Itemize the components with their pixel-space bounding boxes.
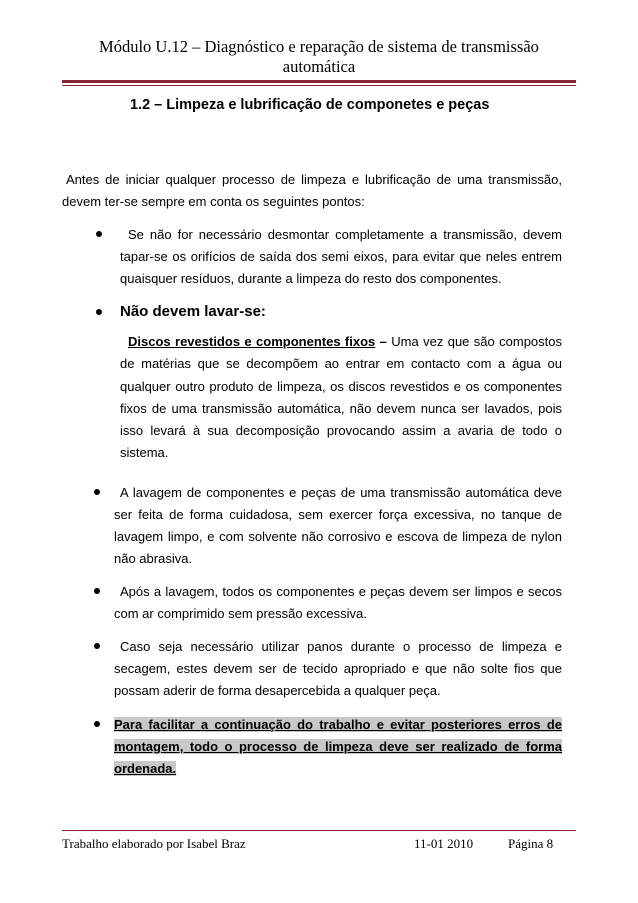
bullet-item-3 (114, 482, 562, 570)
bullet-text-emphasis (114, 714, 562, 780)
bullet-text: Se não for necessário desmontar completamente a transmissão, devem tapar-se os orifícios de saída dos semi eixos, para evitar que neles entrem quaisquer resíduos, durante a limpeza do resto dos componentes. (120, 227, 562, 286)
footer-rule (62, 830, 576, 831)
sub-paragraph (120, 331, 562, 465)
section-title: 1.2 – Limpeza e lubrificação de componetes e peças (130, 97, 490, 113)
bullet-dot-icon (94, 643, 100, 649)
bullet-item-6 (114, 714, 562, 780)
header-title-line1: Módulo U.12 – Diagnóstico e reparação de sistema de transmissão (99, 37, 539, 56)
intro-paragraph: Antes de iniciar qualquer processo de limpeza e lubrificação de uma transmissão, devem ter-se sempre em conta os seguintes pontos: (62, 172, 562, 209)
bullet-dot-icon (94, 489, 100, 495)
header-title-line2: automática (282, 57, 356, 76)
bullet-dot-icon (96, 231, 102, 237)
bullet-item-1 (120, 224, 562, 290)
sub-label: Discos revestidos e componentes fixos (128, 334, 376, 349)
bullet-text: A lavagem de componentes e peças de uma transmissão automática deve ser feita de forma cuidadosa, sem exercer força excessiva, no tanque de lavagem limpo, e com solvente não corrosivo e escova de limpeza de nylon não abrasiva. (114, 485, 562, 566)
footer-date: 11-01 2010 (414, 836, 474, 851)
sub-text: Uma vez que são compostos de matérias que se decompõem ao entrar em contacto com a água ou qualquer outro produto de limpeza, os discos revestidos e os componentes fixos de uma transmissão automática, não devem nunca ser lavados, pois isso levará à sua decomposição provocando assim a avaria de todo o sistema. (120, 334, 562, 461)
sub-dash: – (375, 334, 392, 349)
header-rule-thick (62, 80, 576, 83)
bullet-heading: Não devem lavar-se: (120, 303, 266, 320)
highlighted-text: Para facilitar a continuação do trabalho e evitar posteriores erros de montagem, todo o processo de limpeza deve ser realizado de forma ordenada. (114, 717, 562, 776)
bullet-item-2 (120, 301, 562, 323)
sub-paragraph-text (120, 331, 562, 465)
header-rule-thin (62, 85, 576, 86)
bullet-text: Após a lavagem, todos os componentes e peças devem ser limpos e secos com ar comprimido sem pressão excessiva. (114, 584, 562, 621)
footer-page-number: Página 8 (508, 836, 554, 851)
bullet-dot-icon (94, 721, 100, 727)
bullet-item-4 (114, 581, 562, 625)
bullet-item-5 (114, 636, 562, 702)
page-header (62, 37, 576, 77)
bullet-dot-icon (96, 309, 102, 315)
bullet-dot-icon (94, 588, 100, 594)
footer-author: Trabalho elaborado por Isabel Braz (62, 836, 246, 851)
bullet-text: Caso seja necessário utilizar panos durante o processo de limpeza e secagem, estes devem ser de tecido apropriado e que não solte fios que possam aderir de forma desapercebida a qualquer peça. (114, 639, 562, 698)
